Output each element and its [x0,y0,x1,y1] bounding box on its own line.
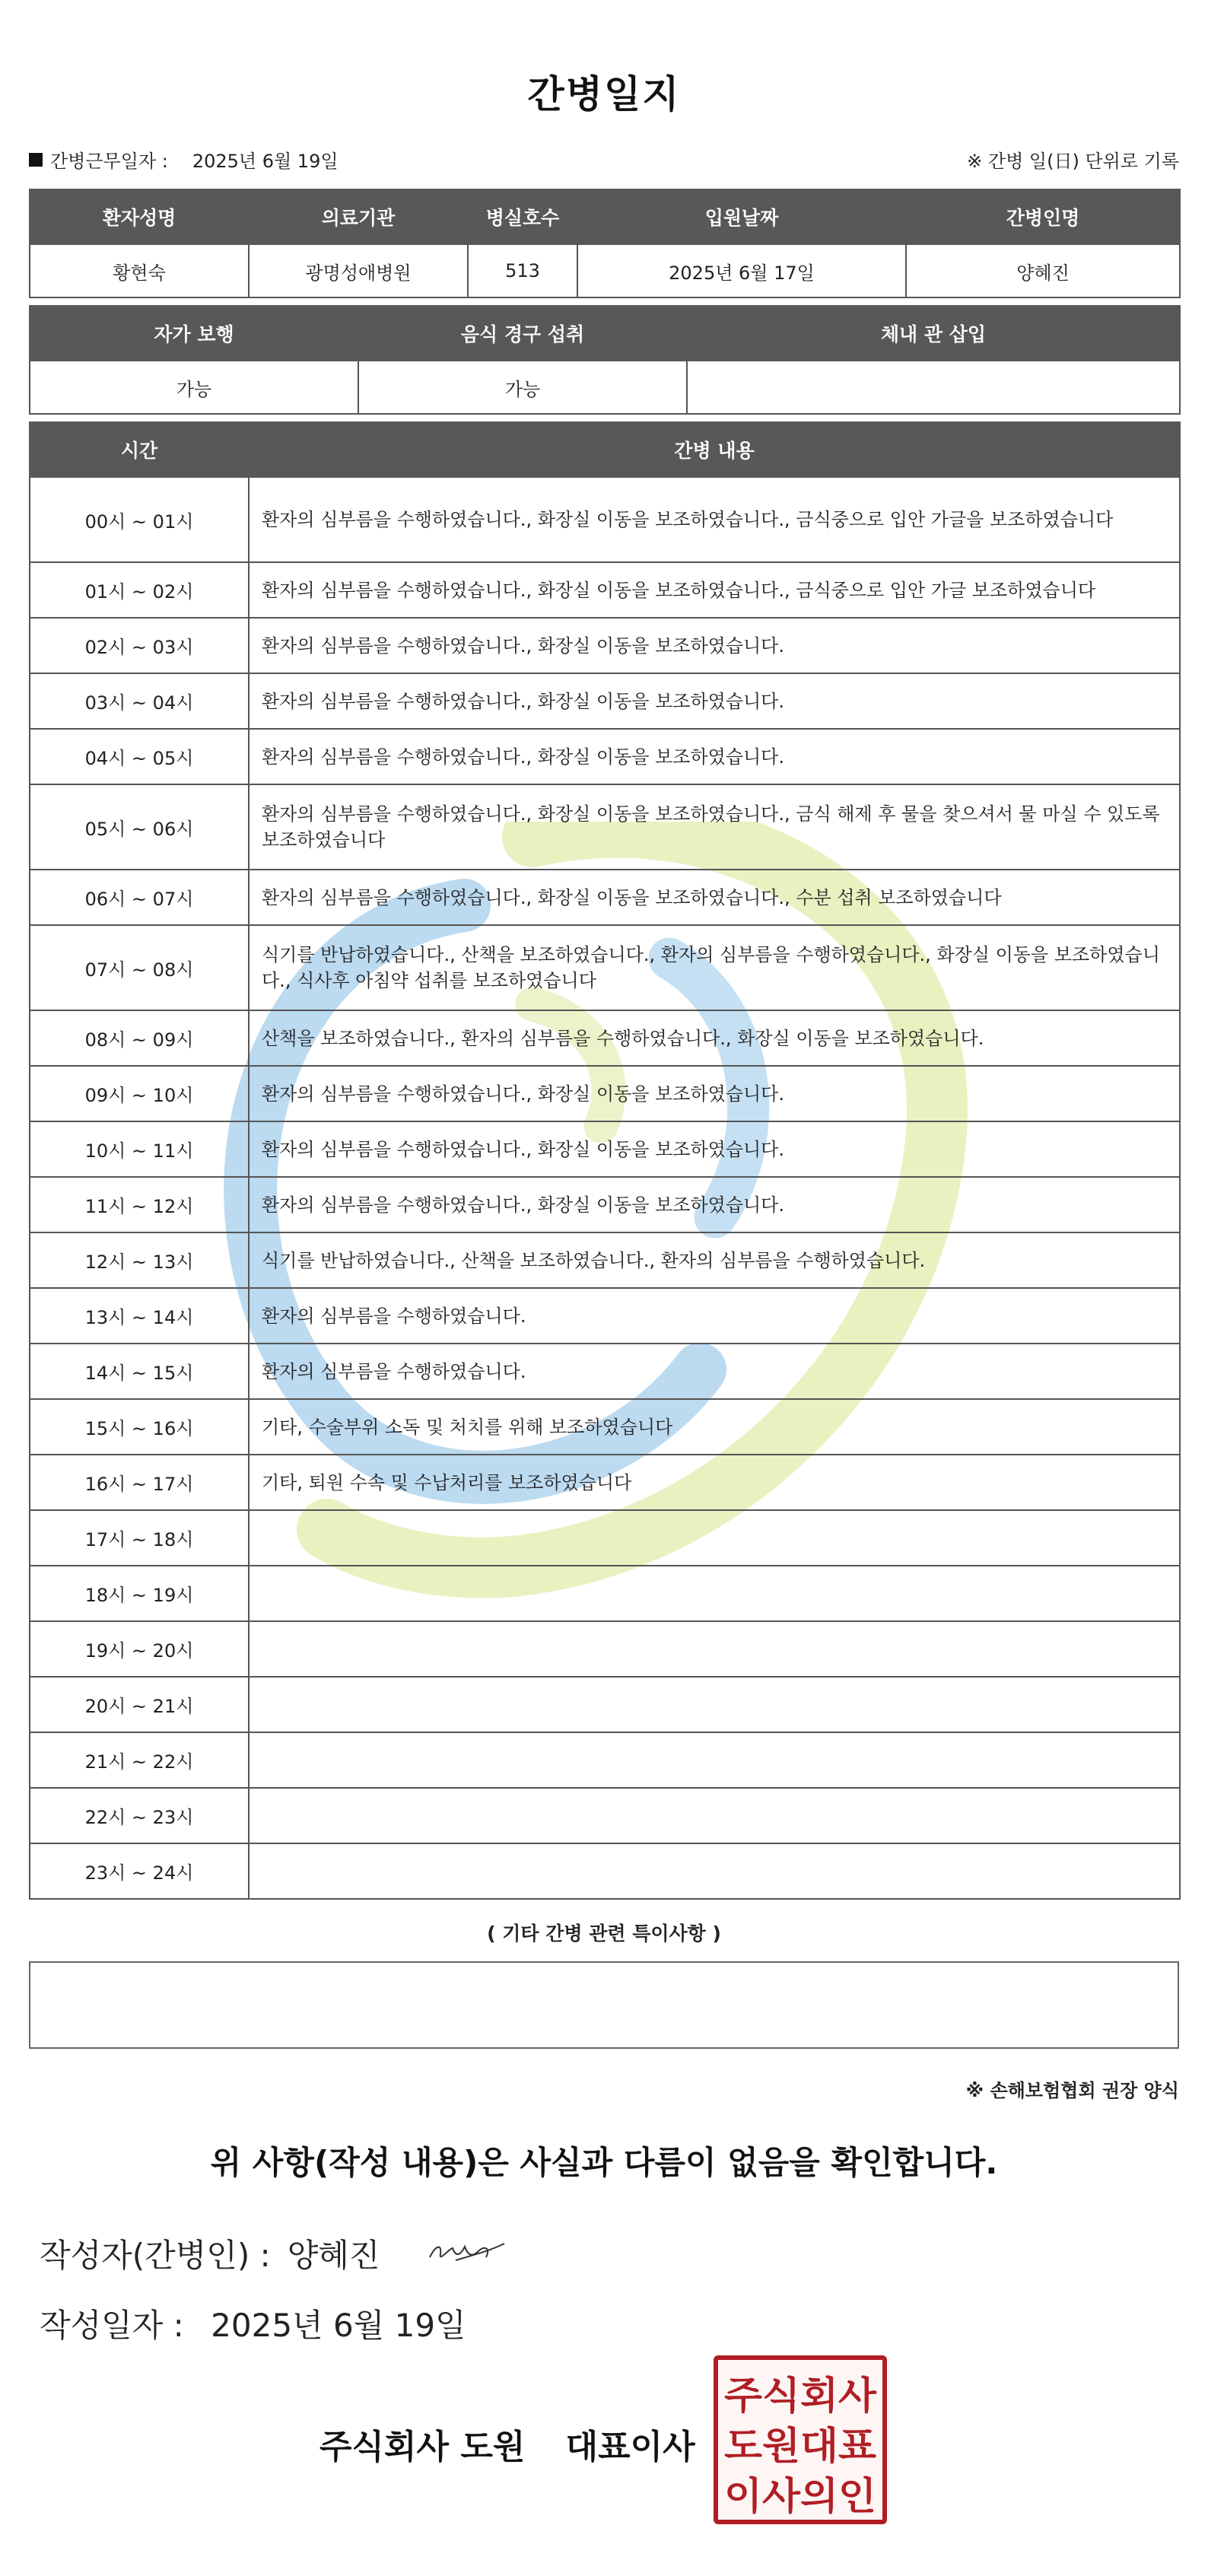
time-cell: 22시 ~ 23시 [30,1788,249,1843]
company-seal-stamp [714,2355,887,2524]
table-row [30,1566,1180,1621]
time-cell: 07시 ~ 08시 [30,925,249,1010]
care-content-cell: 환자의 심부름을 수행하였습니다. [249,1344,1180,1399]
table-row [30,1344,1180,1399]
header-patient-name: 환자성명 [30,189,249,244]
care-content-cell: 산책을 보조하였습니다., 환자의 심부름을 수행하였습니다., 화장실 이동을 보조하였습니다. [249,1010,1180,1066]
time-cell: 02시 ~ 03시 [30,618,249,673]
time-cell: 10시 ~ 11시 [30,1121,249,1177]
table-row [30,1232,1180,1288]
work-date-label: 간병근무일자 : [50,151,168,172]
patient-status-table [29,305,1181,415]
care-content-cell: 환자의 심부름을 수행하였습니다. [249,1288,1180,1344]
hospital-name: 광명성애병원 [249,244,468,297]
special-notes-box [29,1961,1179,2049]
time-cell: 19시 ~ 20시 [30,1621,249,1677]
time-cell: 08시 ~ 09시 [30,1010,249,1066]
care-content-cell [249,1843,1180,1899]
status-value-row [30,361,1180,414]
care-content-cell [249,1788,1180,1843]
time-cell: 09시 ~ 10시 [30,1066,249,1121]
header-admission-date: 입원날짜 [577,189,906,244]
time-cell: 06시 ~ 07시 [30,870,249,925]
table-row [30,1788,1180,1843]
care-content-cell: 환자의 심부름을 수행하였습니다., 화장실 이동을 보조하였습니다. [249,1121,1180,1177]
company-signature-line [319,2419,695,2468]
tube-insertion-value [687,361,1180,414]
care-content-cell [249,1566,1180,1621]
confirmation-statement: 위 사항(작성 내용)은 사실과 다름이 없음을 확인합니다. [210,2144,998,2181]
patient-header-row [30,189,1180,244]
care-content-cell: 환자의 심부름을 수행하였습니다., 화장실 이동을 보조하였습니다. [249,673,1180,729]
work-date-value: 2025년 6월 19일 [192,151,339,172]
care-content-cell: 식기를 반납하였습니다., 산책을 보조하였습니다., 환자의 심부름을 수행하였습니다. [249,1232,1180,1288]
company-role: 대표이사 [565,2428,695,2466]
care-content-cell [249,1732,1180,1788]
table-row [30,1510,1180,1566]
writer-label: 작성자(간병인) : [40,2237,271,2274]
meta-row [29,146,1179,177]
time-cell: 20시 ~ 21시 [30,1677,249,1732]
time-cell: 00시 ~ 01시 [30,477,249,562]
care-content-cell: 환자의 심부름을 수행하였습니다., 화장실 이동을 보조하였습니다. [249,729,1180,784]
time-cell: 17시 ~ 18시 [30,1510,249,1566]
patient-name: 황현숙 [30,244,249,297]
table-row [30,477,1180,562]
written-date-value: 2025년 6월 19일 [211,2307,466,2344]
table-row [30,562,1180,618]
table-row [30,784,1180,870]
time-cell: 23시 ~ 24시 [30,1843,249,1899]
self-walking-value: 가능 [30,361,358,414]
admission-date: 2025년 6월 17일 [577,244,906,297]
patient-info-table [29,189,1181,298]
header-self-walking: 자가 보행 [30,306,358,361]
care-content-cell: 환자의 심부름을 수행하였습니다., 화장실 이동을 보조하였습니다. [249,1066,1180,1121]
care-content-cell: 환자의 심부름을 수행하였습니다., 화장실 이동을 보조하였습니다., 수분 섭취 보조하였습니다 [249,870,1180,925]
time-cell: 03시 ~ 04시 [30,673,249,729]
care-content-cell: 환자의 심부름을 수행하였습니다., 화장실 이동을 보조하였습니다., 금식중으로 입안 가글 보조하였습니다 [249,562,1180,618]
company-name: 주식회사 도원 [319,2428,526,2466]
table-row [30,1288,1180,1344]
svg-text:도원대표: 도원대표 [724,2423,877,2468]
unit-note: ※ 간병 일(日) 단위로 기록 [967,151,1179,172]
care-content-cell [249,1621,1180,1677]
header-room: 병실호수 [468,189,577,244]
time-cell: 14시 ~ 15시 [30,1344,249,1399]
care-content-cell [249,1677,1180,1732]
hourly-care-log-table [29,421,1181,1900]
time-cell: 11시 ~ 12시 [30,1177,249,1232]
handwritten-signature [425,2234,509,2272]
care-content-cell: 환자의 심부름을 수행하였습니다., 화장실 이동을 보조하였습니다., 금식중으로 입안 가글을 보조하였습니다 [249,477,1180,562]
care-content-cell: 식기를 반납하였습니다., 산책을 보조하였습니다., 환자의 심부름을 수행하였습니다., 화장실 이동을 보조하였습니다., 식사후 아침약 섭취를 보조하였습니다 [249,925,1180,1010]
time-cell: 13시 ~ 14시 [30,1288,249,1344]
seal-lettering [718,2360,882,2520]
status-header-row [30,306,1180,361]
recommended-form-note: ※ 손해보험협회 권장 양식 [965,2080,1179,2101]
care-content-cell [249,1510,1180,1566]
table-row [30,1399,1180,1455]
time-cell: 12시 ~ 13시 [30,1232,249,1288]
table-row [30,1177,1180,1232]
time-cell: 05시 ~ 06시 [30,784,249,870]
writer-name: 양혜진 [287,2237,380,2274]
oral-intake-value: 가능 [358,361,687,414]
document-title: 간병일지 [527,72,681,116]
table-row [30,1621,1180,1677]
special-notes-title: ( 기타 간병 관련 특이사항 ) [487,1922,721,1945]
care-content-cell: 환자의 심부름을 수행하였습니다., 화장실 이동을 보조하였습니다. [249,618,1180,673]
header-caregiver: 간병인명 [906,189,1180,244]
written-date-line [40,2301,466,2346]
care-content-cell: 기타, 수술부위 소독 및 처치를 위해 보조하였습니다 [249,1399,1180,1455]
table-row [30,729,1180,784]
table-row [30,1732,1180,1788]
time-cell: 15시 ~ 16시 [30,1399,249,1455]
header-care-content: 간병 내용 [249,422,1180,477]
table-row [30,618,1180,673]
time-cell: 04시 ~ 05시 [30,729,249,784]
header-time: 시간 [30,422,249,477]
caregiver-name: 양혜진 [906,244,1180,297]
table-row [30,1843,1180,1899]
time-cell: 21시 ~ 22시 [30,1732,249,1788]
header-oral-intake: 음식 경구 섭취 [358,306,687,361]
table-row [30,870,1180,925]
table-row [30,1010,1180,1066]
table-row [30,673,1180,729]
table-row [30,925,1180,1010]
table-row [30,1455,1180,1510]
care-content-cell: 환자의 심부름을 수행하였습니다., 화장실 이동을 보조하였습니다. [249,1177,1180,1232]
time-cell: 18시 ~ 19시 [30,1566,249,1621]
svg-text:주식회사: 주식회사 [724,2373,877,2418]
table-row [30,1677,1180,1732]
written-date-label: 작성일자 : [40,2307,184,2344]
svg-text:이사의인: 이사의인 [724,2473,876,2518]
log-header-row [30,422,1180,477]
care-content-cell: 기타, 퇴원 수속 및 수납처리를 보조하였습니다 [249,1455,1180,1510]
table-row [30,1066,1180,1121]
header-tube-insertion: 체내 관 삽입 [687,306,1180,361]
table-row [30,1121,1180,1177]
room-number: 513 [468,244,577,297]
header-hospital: 의료기관 [249,189,468,244]
patient-value-row [30,244,1180,297]
care-content-cell: 환자의 심부름을 수행하였습니다., 화장실 이동을 보조하였습니다., 금식 해제 후 물을 찾으셔서 물 마실 수 있도록 보조하였습니다 [249,784,1180,870]
square-bullet-icon [29,153,43,167]
time-cell: 01시 ~ 02시 [30,562,249,618]
time-cell: 16시 ~ 17시 [30,1455,249,1510]
writer-line [40,2231,509,2276]
